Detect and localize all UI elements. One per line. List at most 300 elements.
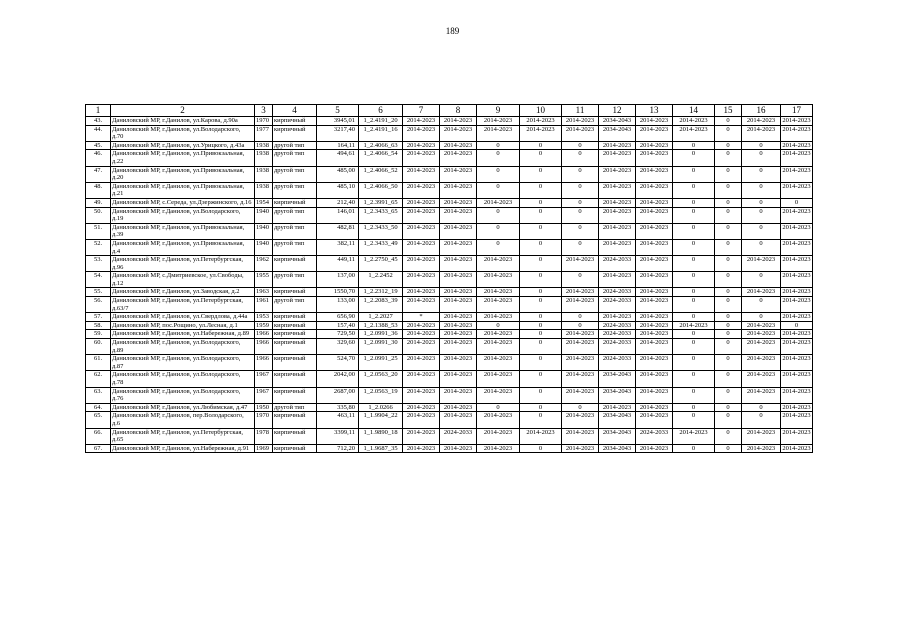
- table-cell: 0: [742, 141, 781, 150]
- table-cell: кирпичный: [273, 371, 317, 387]
- table-cell: 2014-2023: [636, 313, 673, 322]
- column-header: 17: [781, 105, 813, 117]
- table-cell: 2014-2023: [782, 288, 811, 296]
- column-header: 10: [520, 105, 562, 117]
- table-cell: Даниловский МР, г.Данилов, ул.Привокзальная, д.22: [111, 150, 255, 166]
- table-cell: 1938: [255, 150, 273, 166]
- table-cell: Даниловский МР, г.Данилов, ул.Володарского, д.70: [111, 125, 255, 141]
- table-cell: Даниловский МР, г.Данилов, ул.Заводская, д.2: [111, 288, 255, 297]
- table-cell: 0: [715, 125, 742, 141]
- table-cell: 2014-2023: [440, 239, 477, 255]
- table-cell: 2014-2023: [477, 125, 520, 141]
- table-cell: 0: [477, 150, 520, 166]
- table-cell: 2014-2023: [636, 371, 673, 387]
- table-cell: 1940: [255, 207, 273, 223]
- table-cell: 0: [562, 403, 599, 412]
- table-cell: 1970: [255, 412, 273, 428]
- table-row: [86, 256, 813, 272]
- table-cell: 2014-2023: [440, 182, 477, 198]
- table-cell: 0: [742, 207, 781, 223]
- table-cell: 0: [715, 223, 742, 239]
- table-cell: 0: [673, 371, 715, 387]
- table-header-row: [86, 105, 813, 117]
- table-cell: 46.: [86, 150, 111, 166]
- table-cell: 0: [562, 239, 599, 255]
- table-cell: 0: [715, 412, 742, 428]
- table-cell: 58.: [86, 321, 111, 330]
- table-cell: 0: [520, 207, 562, 223]
- table-cell: 0: [673, 198, 715, 207]
- table-cell: 0: [742, 403, 781, 412]
- table-row: [86, 403, 813, 412]
- table-cell: 2014-2023: [636, 297, 673, 313]
- table-cell: 0: [520, 198, 562, 207]
- table-row: [86, 444, 813, 453]
- table-cell: 2014-2023: [742, 125, 781, 141]
- table-cell: 485,10: [317, 182, 359, 198]
- table-cell: 2014-2023: [440, 297, 477, 313]
- table-cell: 0: [520, 223, 562, 239]
- table-cell: 2014-2023: [562, 444, 599, 453]
- table-cell: 1950: [255, 403, 273, 412]
- table-cell: 2014-2023: [403, 412, 440, 428]
- table-cell: 2014-2023: [477, 355, 520, 371]
- table-cell: 49.: [86, 198, 111, 207]
- column-header: 4: [273, 105, 317, 117]
- table-cell: другой тип: [273, 223, 317, 239]
- table-cell: 44.: [86, 125, 111, 141]
- table-cell: 0: [520, 444, 562, 453]
- table-cell: кирпичный: [273, 321, 317, 330]
- table-cell: 1_2.4191_16: [359, 125, 403, 141]
- table-cell: 1_2.4066_50: [359, 182, 403, 198]
- table-cell: 2014-2023: [742, 387, 781, 403]
- table-cell: 2014-2023: [403, 321, 440, 330]
- table-cell: 60.: [86, 339, 111, 355]
- table-cell: 2014-2023: [781, 166, 813, 182]
- table-cell: 2014-2023: [403, 223, 440, 239]
- table-cell: 0: [715, 387, 742, 403]
- table-cell: 2014-2023: [403, 150, 440, 166]
- table-cell: 133,00: [317, 297, 359, 313]
- table-row: [86, 182, 813, 198]
- table-cell: 2024-2033: [599, 256, 636, 272]
- table-cell: 0: [781, 321, 813, 330]
- table-cell: 0: [673, 141, 715, 150]
- table-cell: 0: [715, 256, 742, 272]
- table-cell: 2014-2023: [403, 403, 440, 412]
- table-cell: 2014-2023: [440, 355, 477, 371]
- table-cell: 1_2.2750_45: [359, 256, 403, 272]
- table-cell: 2014-2023: [477, 288, 520, 297]
- table-cell: кирпичный: [273, 125, 317, 141]
- table-cell: 0: [715, 444, 742, 453]
- table-cell: 0: [715, 321, 742, 330]
- table-cell: 0: [673, 403, 715, 412]
- table-cell: 0: [673, 387, 715, 403]
- table-cell: Даниловский МР, г.Данилов, ул.Володарского, д.87: [111, 355, 255, 371]
- table-cell: 0: [715, 239, 742, 255]
- table-cell: 2014-2023: [403, 207, 440, 223]
- table-cell: 2034-2043: [599, 125, 636, 141]
- table-cell: 2014-2023: [636, 150, 673, 166]
- table-cell: 0: [562, 198, 599, 207]
- table-cell: 2014-2023: [636, 330, 673, 339]
- table-cell: 1962: [255, 256, 273, 272]
- table-cell: 0: [520, 355, 562, 371]
- table-cell: 0: [673, 239, 715, 255]
- table-row: [86, 330, 813, 339]
- table-cell: 2014-2023: [636, 182, 673, 198]
- table-cell: 2014-2023: [742, 339, 781, 355]
- table-cell: 0: [520, 313, 562, 322]
- table-cell: 2014-2023: [440, 125, 477, 141]
- table-cell: 2024-2033: [599, 321, 636, 330]
- table-cell: другой тип: [273, 297, 317, 313]
- table-cell: 2014-2023: [781, 272, 813, 288]
- table-cell: 2687,00: [317, 387, 359, 403]
- table-cell: 2014-2023: [781, 239, 813, 255]
- table-cell: 2014-2023: [403, 355, 440, 371]
- table-cell: 482,81: [317, 223, 359, 239]
- table-cell: 2014-2023: [782, 403, 811, 411]
- table-cell: 2014-2023: [403, 239, 440, 255]
- table-cell: 2014-2023: [673, 125, 715, 141]
- table-row: [86, 387, 813, 403]
- table-cell: 1967: [255, 387, 273, 403]
- table-cell: 0: [715, 166, 742, 182]
- table-cell: кирпичный: [273, 355, 317, 371]
- table-cell: 329,60: [317, 339, 359, 355]
- table-cell: Даниловский МР, г.Данилов, ул.Володарского, д.89: [111, 339, 255, 355]
- table-cell: 1_2.4066_63: [359, 141, 403, 150]
- table-cell: 2014-2023: [440, 321, 477, 330]
- table-cell: 0: [742, 297, 781, 313]
- table-cell: 61.: [86, 355, 111, 371]
- table-cell: 157,40: [317, 321, 359, 330]
- table-cell: кирпичный: [273, 339, 317, 355]
- table-cell: 0: [715, 371, 742, 387]
- table-cell: 2034-2043: [599, 412, 636, 428]
- column-header: 11: [562, 105, 599, 117]
- table-cell: 0: [520, 297, 562, 313]
- table-cell: 2014-2023: [440, 330, 477, 339]
- table-row: [86, 272, 813, 288]
- table-cell: 3217,40: [317, 125, 359, 141]
- table-cell: Даниловский МР, г.Данилов, ул.Урицкого, д.43а: [111, 141, 255, 150]
- table-cell: 0: [477, 207, 520, 223]
- table-cell: 1_2.4191_20: [359, 117, 403, 126]
- table-cell: 0: [742, 166, 781, 182]
- table-cell: Даниловский МР, г.Данилов, ул.Петербургская, д.96: [111, 256, 255, 272]
- table-cell: 2034-2043: [599, 371, 636, 387]
- table-cell: 0: [520, 330, 562, 339]
- column-header: 14: [673, 105, 715, 117]
- table-cell: 0: [562, 313, 599, 322]
- table-cell: 0: [673, 330, 715, 339]
- table-cell: 1954: [255, 198, 273, 207]
- table-cell: 0: [715, 150, 742, 166]
- table-cell: 0: [477, 223, 520, 239]
- table-cell: 3399,11: [317, 428, 359, 444]
- table-cell: 1938: [255, 141, 273, 150]
- table-cell: 48.: [86, 182, 111, 198]
- table-cell: кирпичный: [273, 387, 317, 403]
- table-cell: 1938: [255, 166, 273, 182]
- table-cell: 1_2.0991_25: [359, 355, 403, 371]
- table-cell: 0: [562, 150, 599, 166]
- table-cell: 2014-2023: [636, 403, 673, 412]
- table-cell: 2014-2023: [520, 428, 562, 444]
- table-cell: 2014-2023: [403, 198, 440, 207]
- table-cell: 1953: [255, 313, 273, 322]
- table-cell: 2014-2023: [403, 428, 440, 444]
- table-cell: 1_2.1388_53: [359, 321, 403, 330]
- table-cell: 2014-2023: [742, 321, 781, 330]
- table-cell: кирпичный: [273, 313, 317, 322]
- table-cell: 2014-2023: [403, 182, 440, 198]
- table-cell: другой тип: [273, 239, 317, 255]
- table-cell: 0: [673, 207, 715, 223]
- table-cell: 2014-2023: [520, 125, 562, 141]
- table-cell: 2014-2023: [782, 141, 811, 149]
- table-cell: 2014-2023: [477, 272, 520, 288]
- table-cell: 55.: [86, 288, 111, 297]
- table-cell: 2014-2023: [440, 141, 477, 150]
- table-cell: 0: [715, 272, 742, 288]
- table-cell: 0: [742, 198, 781, 207]
- table-cell: 0: [715, 207, 742, 223]
- table-cell: 0: [673, 297, 715, 313]
- table-cell: 2014-2023: [599, 403, 636, 412]
- table-cell: другой тип: [273, 182, 317, 198]
- table-cell: 0: [520, 403, 562, 412]
- table-cell: 0: [742, 150, 781, 166]
- table-cell: 0: [742, 239, 781, 255]
- table-cell: 2014-2023: [636, 117, 673, 126]
- table-cell: 2014-2023: [781, 428, 813, 444]
- table-cell: 2014-2023: [440, 198, 477, 207]
- table-cell: 2014-2023: [636, 198, 673, 207]
- table-cell: 2014-2023: [477, 428, 520, 444]
- table-cell: 2014-2023: [673, 321, 715, 330]
- table-cell: Даниловский МР, г.Данилов, ул.Свердлова, д.44а: [111, 313, 255, 322]
- table-cell: Даниловский МР, г.Данилов, ул.Петербургская, д.65: [111, 428, 255, 444]
- table-cell: другой тип: [273, 403, 317, 412]
- table-cell: 0: [715, 297, 742, 313]
- table-row: [86, 117, 813, 126]
- table-cell: 2014-2023: [562, 288, 599, 297]
- table-cell: Даниловский МР, с.Дмитриевское, ул.Свободы, д.12: [111, 272, 255, 288]
- table-cell: 2014-2023: [636, 412, 673, 428]
- table-body: [86, 117, 813, 453]
- table-cell: 2014-2023: [403, 387, 440, 403]
- table-cell: 0: [520, 412, 562, 428]
- table-cell: 45.: [86, 141, 111, 150]
- table-cell: 2024-2033: [636, 428, 673, 444]
- table-cell: 2014-2023: [440, 223, 477, 239]
- table-cell: 2014-2023: [403, 117, 440, 126]
- table-cell: 0: [477, 182, 520, 198]
- table-row: [86, 198, 813, 207]
- table-cell: 2014-2023: [636, 239, 673, 255]
- table-cell: 1_2.4066_54: [359, 150, 403, 166]
- table-cell: 67.: [86, 444, 111, 453]
- table-cell: Даниловский МР, г.Данилов, ул.Привокзальная, д.21: [111, 182, 255, 198]
- table-cell: 2014-2023: [440, 150, 477, 166]
- table-cell: 54.: [86, 272, 111, 288]
- table-cell: 2024-2033: [599, 330, 636, 339]
- column-header: 8: [440, 105, 477, 117]
- table-cell: 1963: [255, 288, 273, 297]
- table-cell: 1977: [255, 125, 273, 141]
- table-cell: кирпичный: [273, 444, 317, 453]
- table-row: [86, 223, 813, 239]
- table-cell: кирпичный: [273, 117, 317, 126]
- table-cell: 2014-2023: [782, 330, 811, 338]
- table-cell: 2014-2023: [562, 117, 599, 126]
- table-cell: 2024-2033: [599, 297, 636, 313]
- table-cell: 0: [673, 223, 715, 239]
- table-cell: 2014-2023: [477, 117, 520, 126]
- table-cell: 2014-2023: [403, 141, 440, 150]
- table-cell: 0: [742, 182, 781, 198]
- table-cell: 59.: [86, 330, 111, 339]
- table-cell: Даниловский МР, г.Данилов, ул.Володарского, д.76: [111, 387, 255, 403]
- table-cell: 463,11: [317, 412, 359, 428]
- table-cell: другой тип: [273, 166, 317, 182]
- table-cell: 2014-2023: [781, 150, 813, 166]
- table-cell: 1550,70: [317, 288, 359, 297]
- table-cell: другой тип: [273, 207, 317, 223]
- table-cell: 2014-2023: [781, 182, 813, 198]
- table-cell: 656,90: [317, 313, 359, 322]
- table-cell: 524,70: [317, 355, 359, 371]
- table-cell: 0: [742, 223, 781, 239]
- table-cell: 2014-2023: [781, 387, 813, 403]
- table-cell: 3945,01: [317, 117, 359, 126]
- table-cell: Даниловский МР, с.Середа, ул.Дзержинского, д.16: [111, 198, 255, 207]
- table-cell: 0: [673, 412, 715, 428]
- table-cell: 1_2.3433_65: [359, 207, 403, 223]
- table-cell: 0: [742, 272, 781, 288]
- table-cell: 1940: [255, 223, 273, 239]
- table-cell: 64.: [86, 403, 111, 412]
- table-cell: 57.: [86, 313, 111, 322]
- table-cell: Даниловский МР, пос.Рощино, ул.Лесная, д.1: [111, 321, 255, 330]
- table-cell: 1967: [255, 371, 273, 387]
- table-cell: 2014-2023: [636, 339, 673, 355]
- table-cell: Даниловский МР, г.Данилов, ул.Петербургская, д.63/7: [111, 297, 255, 313]
- table-cell: 66.: [86, 428, 111, 444]
- table-cell: 2014-2023: [673, 117, 715, 126]
- table-cell: 2014-2023: [636, 444, 673, 453]
- table-cell: 1_2.2027: [359, 313, 403, 322]
- table-cell: 2014-2023: [477, 371, 520, 387]
- table-cell: 0: [520, 182, 562, 198]
- table-cell: 2014-2023: [636, 272, 673, 288]
- table-cell: 2024-2033: [599, 339, 636, 355]
- table-cell: Даниловский МР, г.Данилов, ул.Карова, д.90а: [111, 117, 255, 126]
- table-cell: 2014-2023: [403, 371, 440, 387]
- table-cell: 1_1.9687_35: [359, 444, 403, 453]
- table-cell: 2014-2023: [636, 387, 673, 403]
- table-cell: 2014-2023: [742, 330, 781, 339]
- table-cell: 146,01: [317, 207, 359, 223]
- table-cell: 0: [673, 355, 715, 371]
- table-cell: 56.: [86, 297, 111, 313]
- column-header: 5: [317, 105, 359, 117]
- table-cell: 0: [520, 141, 562, 150]
- table-cell: 2014-2023: [636, 288, 673, 297]
- table-cell: 2014-2023: [403, 256, 440, 272]
- table-cell: Даниловский МР, г.Данилов, ул.Набережная, д.89: [111, 330, 255, 339]
- table-cell: 2014-2023: [477, 339, 520, 355]
- table-cell: 382,11: [317, 239, 359, 255]
- table-cell: 47.: [86, 166, 111, 182]
- table-cell: 1955: [255, 272, 273, 288]
- table-cell: 2014-2023: [562, 371, 599, 387]
- table-cell: 1_2.0563_20: [359, 371, 403, 387]
- table-cell: 50.: [86, 207, 111, 223]
- table-cell: 2014-2023: [742, 117, 781, 126]
- table-cell: 2014-2023: [636, 166, 673, 182]
- column-header: 16: [742, 105, 781, 117]
- table-cell: 2014-2023: [562, 256, 599, 272]
- table-row: [86, 297, 813, 313]
- table-cell: 2014-2023: [562, 387, 599, 403]
- table-cell: 2014-2023: [440, 403, 477, 412]
- table-cell: другой тип: [273, 141, 317, 150]
- table-cell: 2014-2023: [403, 297, 440, 313]
- table-cell: 729,50: [317, 330, 359, 339]
- column-header: 6: [359, 105, 403, 117]
- table-cell: 0: [673, 288, 715, 297]
- table-cell: 2042,00: [317, 371, 359, 387]
- table-cell: 2014-2023: [477, 198, 520, 207]
- column-header: 7: [403, 105, 440, 117]
- column-header: 1: [86, 105, 111, 117]
- table-cell: 2014-2023: [781, 412, 813, 428]
- table-row: [86, 141, 813, 150]
- table-cell: 2014-2023: [636, 321, 673, 330]
- table-cell: 2014-2023: [477, 313, 520, 322]
- table-cell: 0: [520, 288, 562, 297]
- table-cell: кирпичный: [273, 412, 317, 428]
- table-cell: 0: [715, 141, 742, 150]
- table-cell: 2014-2023: [440, 288, 477, 297]
- table-cell: кирпичный: [273, 330, 317, 339]
- table-cell: 2014-2023: [403, 288, 440, 297]
- table-cell: 2014-2023: [781, 256, 813, 272]
- table-cell: 2014-2023: [782, 117, 811, 124]
- table-cell: 2014-2023: [636, 207, 673, 223]
- table-cell: 137,00: [317, 272, 359, 288]
- table-cell: 2014-2023: [781, 125, 813, 141]
- table-cell: 2014-2023: [477, 444, 520, 453]
- table-cell: 62.: [86, 371, 111, 387]
- table-cell: другой тип: [273, 150, 317, 166]
- table-cell: 53.: [86, 256, 111, 272]
- table-cell: 2014-2023: [440, 412, 477, 428]
- table-cell: 0: [477, 403, 520, 412]
- table-cell: 2014-2023: [440, 166, 477, 182]
- column-header: 9: [477, 105, 520, 117]
- table-cell: 0: [715, 313, 742, 322]
- table-cell: 2014-2023: [742, 371, 781, 387]
- table-cell: 2014-2023: [599, 223, 636, 239]
- table-row: [86, 150, 813, 166]
